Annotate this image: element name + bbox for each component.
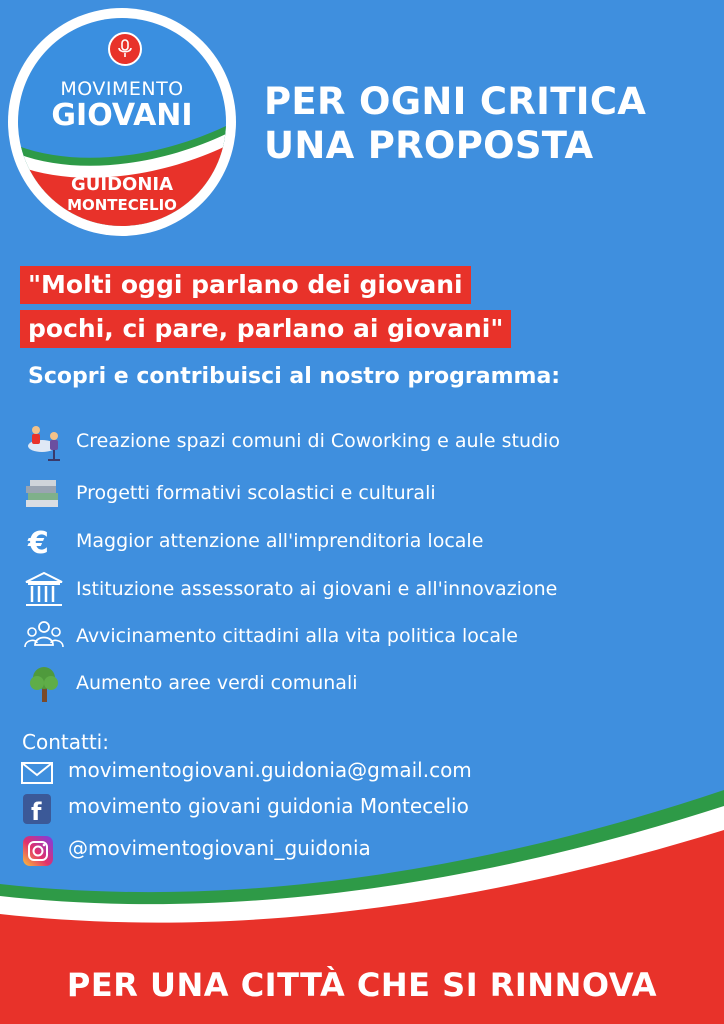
svg-text:€: € xyxy=(28,526,49,561)
program-item xyxy=(20,664,710,704)
contact-email-label[interactable]: movimentogiovani.guidonia@gmail.com xyxy=(68,758,472,782)
program-item-label: Creazione spazi comuni di Coworking e aule studio xyxy=(76,430,560,452)
institution-icon xyxy=(22,570,66,610)
logo-text-movimento: MOVIMENTO xyxy=(60,78,184,100)
contact-instagram-label[interactable]: @movimentogiovani_guidonia xyxy=(68,836,371,860)
quote-line-1: "Molti oggi parlano dei giovani xyxy=(20,266,471,304)
books-icon xyxy=(22,474,66,514)
facebook-icon xyxy=(20,794,54,824)
program-item xyxy=(20,474,710,514)
contacts-title: Contatti: xyxy=(22,730,109,754)
euro-icon xyxy=(22,522,66,562)
headline-line-1: PER OGNI CRITICA xyxy=(264,80,647,123)
svg-text:f: f xyxy=(31,798,42,824)
program-item-label: Progetti formativi scolastici e culturali xyxy=(76,482,436,504)
logo-text-montecelio: MONTECELIO xyxy=(67,196,177,214)
program-item-label: Istituzione assessorato ai giovani e all'innovazione xyxy=(76,578,558,600)
footer-slogan: PER UNA CITTÀ CHE SI RINNOVA xyxy=(66,966,658,1004)
logo-text-giovani: GIOVANI xyxy=(51,98,193,133)
headline xyxy=(264,80,704,168)
program-item-label: Maggior attenzione all'imprenditoria locale xyxy=(76,530,484,552)
contact-facebook-label[interactable]: movimento giovani guidonia Montecelio xyxy=(68,794,469,818)
contact-email[interactable] xyxy=(20,756,620,790)
quote-line-2: pochi, ci pare, parlano ai giovani" xyxy=(20,310,511,348)
headline-line-2: UNA PROPOSTA xyxy=(264,124,594,167)
people-icon xyxy=(22,617,66,657)
program-intro: Scopri e contribuisci al nostro programma: xyxy=(28,364,561,389)
program-item xyxy=(20,422,710,462)
contact-facebook[interactable] xyxy=(20,792,620,826)
logo-text-guidonia: GUIDONIA xyxy=(70,174,174,195)
program-item xyxy=(20,570,710,610)
program-item xyxy=(20,617,710,657)
instagram-icon xyxy=(20,836,54,866)
program-item-label: Aumento aree verdi comunali xyxy=(76,672,358,694)
tree-icon xyxy=(22,664,66,704)
microphone-icon xyxy=(108,32,142,66)
mail-icon xyxy=(20,758,54,788)
coworking-icon xyxy=(22,422,66,462)
program-item xyxy=(20,522,710,562)
program-item-label: Avvicinamento cittadini alla vita politica locale xyxy=(76,625,518,647)
logo-badge xyxy=(8,8,236,236)
contact-instagram[interactable] xyxy=(20,834,620,868)
